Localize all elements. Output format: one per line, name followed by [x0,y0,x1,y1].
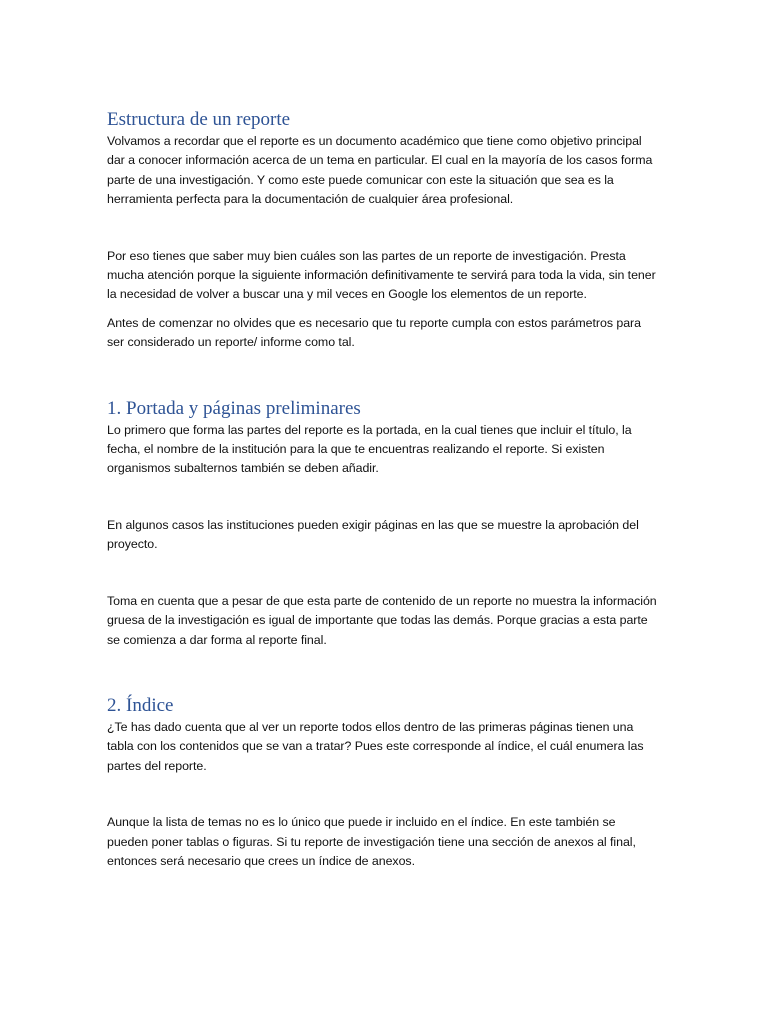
section-portada [107,397,659,650]
section-heading: Estructura de un reporte [107,109,291,130]
paragraph: Lo primero que forma las partes del reporte es la portada, en la cual tienes que incluir el título, la fecha, el nombre de la institución para la que te encuentras realizando el reporte. Si existen organismos subalternos también se deben añadir. [107,422,632,476]
paragraph: Toma en cuenta que a pesar de que esta parte de contenido de un reporte no muestra la información gruesa de la investigación es igual de importante que todas las demás. Porque gracias a esta parte se comienza a dar forma al reporte final. [107,593,657,647]
section-heading: 2. Índice [107,694,174,716]
section-heading: 1. Portada y páginas preliminares [107,397,361,419]
section-estructura [107,108,659,353]
paragraph: Volvamos a recordar que el reporte es un documento académico que tiene como objetivo principal dar a conocer información acerca de un tema en particular. El cual en la mayoría de los casos forma parte de una investigación. Y como este puede comunicar con este la situación que sea es la herramienta perfecta para la documentación de cualquier área profesional. [107,134,653,207]
paragraph: Por eso tienes que saber muy bien cuáles son las partes de un reporte de investigación. Presta mucha atención porque la siguiente información definitivamente te servirá para toda la vida, sin tener la necesidad de volver a buscar una y mil veces en Google los elementos de un reporte. [107,248,656,302]
section-indice [107,694,659,871]
paragraph: ¿Te has dado cuenta que al ver un reporte todos ellos dentro de las primeras páginas tienen una tabla con los contenidos que se van a tratar? Pues este corresponde al índice, el cuál enumera las partes del reporte. [107,719,644,773]
paragraph: En algunos casos las instituciones pueden exigir páginas en las que se muestre la aprobación del proyecto. [107,517,639,552]
paragraph: Aunque la lista de temas no es lo único que puede ir incluido en el índice. En este también se pueden poner tablas o figuras. Si tu reporte de investigación tiene una sección de anexos al final, entonces será necesario que crees un índice de anexos. [107,815,636,868]
paragraph: Antes de comenzar no olvides que es necesario que tu reporte cumpla con estos parámetros para ser considerado un reporte/ informe como tal. [107,315,641,350]
document-page [107,108,659,871]
